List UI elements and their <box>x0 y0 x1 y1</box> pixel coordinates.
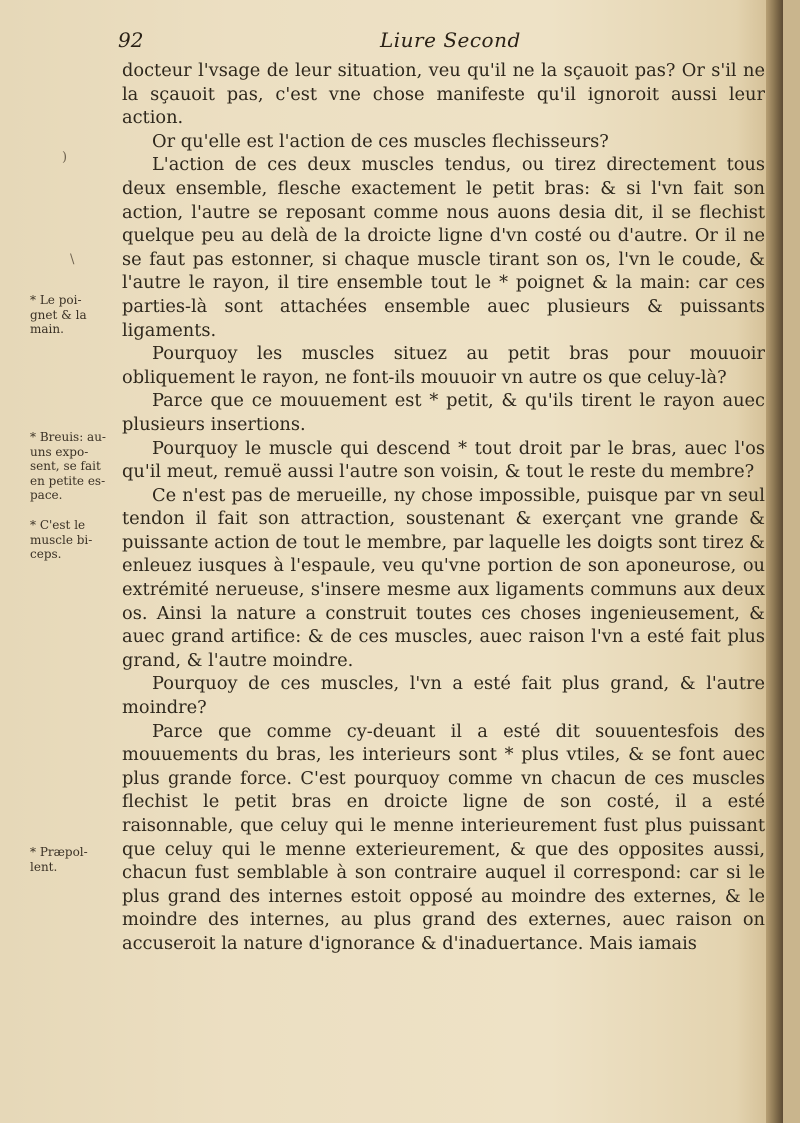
margin-note-praepollent: * Præpol- lent. <box>30 845 88 874</box>
paragraph-9: Parce que comme cy-deuant il a esté dit souuentesfois des mouuements du bras, les interieurs sont * plus vtiles, & se font auec plus grande force. C'est pourquoy comme vn chacun de ces muscles flechist le petit bras en droicte ligne de son costé, il a esté raisonnable, que celuy qui le menne interieurement fust plus puissant que celuy qui le menne exterieurement, & que des opposites aussi, chacun fust semblable à son contraire auquel il correspond: car si le plus grand des internes estoit opposé au moindre des externes, & le moindre des internes, au plus grand des externes, auec raison on accuseroit la nature d'ignorance & d'inaduertance. Mais iamais <box>122 720 765 954</box>
running-title: Liure Second <box>380 28 521 52</box>
margin-note-biceps: * C'est le muscle bi- ceps. <box>30 518 93 561</box>
margin-note-breuis: * Breuis: au- uns expo- sent, se fait en petite es- pace. <box>30 430 106 502</box>
paragraph-3: L'action de ces deux muscles tendus, ou tirez directement tous deux ensemble, flesche exactement le petit bras: & si l'vn fait son action, l'autre se reposant comme nous auons desia dit, il se flechist quelque peu au delà de la droicte ligne d'vn costé ou d'autre. Or il ne se faut pas estonner, si chaque muscle tirant son os, l'vn le coude, & l'autre le rayon, il tire ensemble tout le * poignet & la main: car ces parties-là sont attachées ensemble auec plusieurs & puissants ligaments. <box>122 154 765 341</box>
margin-ink-mark: \ <box>70 252 75 267</box>
paragraph-6: Pourquoy le muscle qui descend * tout droit par le bras, auec l'os qu'il meut, remuë aussi l'autre son voisin, & tout le reste du membre? <box>122 437 765 483</box>
margin-note-poignet: * Le poi- gnet & la main. <box>30 293 87 336</box>
page-edge-shadow <box>766 0 783 1123</box>
paragraph-8: Pourquoy de ces muscles, l'vn a esté fait plus grand, & l'autre moindre? <box>122 673 765 719</box>
paragraph-1: docteur l'vsage de leur situation, veu qu'il ne la sçauoit pas? Or s'il ne la sçauoit pas, c'est vne chose manifeste qu'il ignoroit aussi leur action. <box>122 60 765 129</box>
margin-ink-mark: ) <box>62 150 68 165</box>
body-text <box>122 59 765 956</box>
paragraph-5: Parce que ce mouuement est * petit, & qu'ils tirent le rayon auec plusieurs insertions. <box>122 390 765 435</box>
paragraph-2: Or qu'elle est l'action de ces muscles flechisseurs? <box>152 130 609 152</box>
page-number: 92 <box>118 28 144 52</box>
page-header <box>118 28 763 58</box>
paragraph-7: Ce n'est pas de merueille, ny chose impossible, puisque par vn seul tendon il fait son attraction, soustenant & exerçant vne grande & puissante action de tout le membre, par laquelle les doigts sont tirez & enleuez iusques à l'espaule, veu qu'vne portion de son aponeurose, ou extrémité nerueuse, s'insere mesme aux ligaments communs aux deux os. Ainsi la nature a construit toutes ces choses ingenieusement, & auec grand artifice: & de ces muscles, auec raison l'vn a esté fait plus grand, & l'autre moindre. <box>122 484 765 671</box>
paragraph-4: Pourquoy les muscles situez au petit bras pour mouuoir obliquement le rayon, ne font-ils mouuoir vn autre os que celuy-là? <box>122 343 765 388</box>
